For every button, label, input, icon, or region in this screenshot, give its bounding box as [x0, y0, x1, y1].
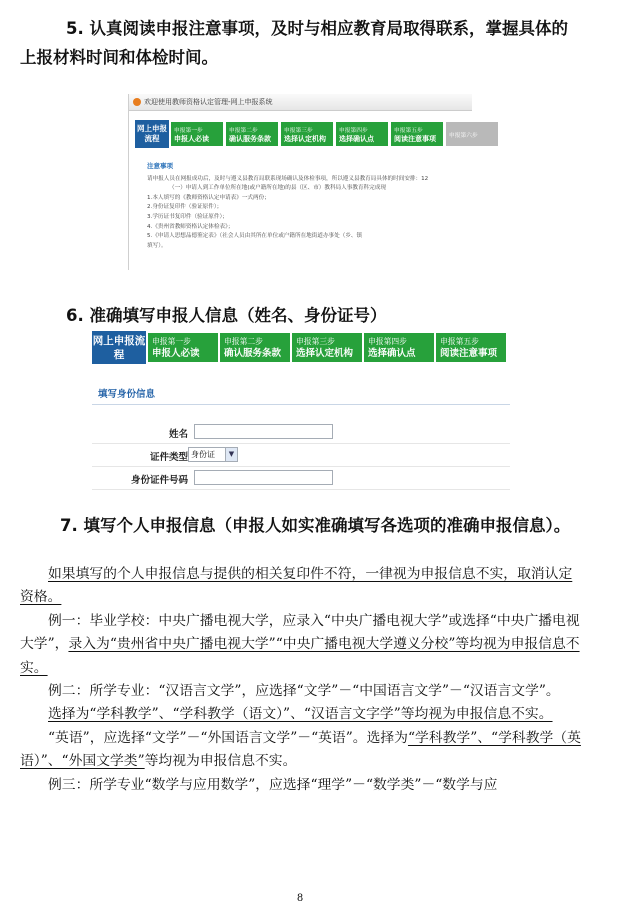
nav-title: 网上申报流程: [135, 120, 169, 148]
underlined-text: “学科教学”、“学科教学（英语）”、“外国文学类”: [20, 729, 581, 770]
step-label: 选择确认点: [339, 134, 374, 143]
section-5-heading: 5. 认真阅读申报注意事项，及时与相应教育局取得联系，掌握具体的上报材料时间和体检时间。: [20, 19, 568, 67]
text: 等均视为申报信息不实。: [144, 753, 297, 770]
step-4-tab[interactable]: [364, 333, 434, 362]
section-7-heading: 7. 填写个人申报信息（申报人如实准确填写各选项的准确申报信息）。: [60, 516, 571, 535]
paragraph: 选择为“学科教学”、“学科教学（语文）”、“汉语言文字学”等均视为申报信息不实。: [48, 706, 553, 723]
section-6-heading: 6. 准确填写申报人信息（姓名、身份证号）: [66, 306, 387, 325]
step-nav-2: [92, 331, 508, 364]
step-number: 申报第一步: [174, 127, 203, 134]
step-6-tab[interactable]: [446, 122, 498, 146]
step-label: 确认服务条款: [224, 347, 282, 359]
notice-line: 请申报人员在网报成功后，及时与遵义县教育局联系现场确认及体检事项，所以遵义县教育局具体的时间安排：12: [147, 175, 429, 182]
window-titlebar: [129, 94, 472, 111]
step-label: 申报人必读: [152, 347, 200, 359]
id-type-row: [92, 445, 510, 467]
notice-title: 注意事项: [147, 162, 173, 170]
step-5-tab[interactable]: [436, 333, 506, 362]
step-1-tab[interactable]: [148, 333, 218, 362]
step-number: 申报第一步: [152, 336, 191, 346]
app-icon: [133, 98, 141, 106]
section-7-body: [20, 563, 582, 797]
step-number: 申报第四步: [339, 127, 368, 134]
notice-panel: [147, 162, 467, 251]
notice-line: 填写）。: [147, 242, 167, 249]
step-5-tab[interactable]: [391, 122, 443, 146]
id-type-select[interactable]: [188, 447, 238, 462]
step-number: 申报第五步: [394, 127, 423, 134]
step-2-tab[interactable]: [220, 333, 290, 362]
underlined-text: 录入为“贵州省中央广播电视大学”“中央广播电视大学遵义分校”等均视为申报信息不实。: [20, 636, 580, 676]
nav-title: 网上申报流程: [92, 331, 146, 364]
step-number: 申报第二步: [224, 336, 263, 346]
notice-line: 4.《贵州省教师资格认定体检表》；: [147, 223, 234, 230]
paragraph: [20, 727, 582, 774]
step-2-tab[interactable]: [226, 122, 278, 146]
identity-form: [92, 380, 510, 490]
step-label: 确认服务条款: [229, 134, 271, 143]
step-label: 选择认定机构: [284, 134, 326, 143]
step-label: 阅读注意事项: [440, 347, 498, 359]
step-label: 选择认定机构: [296, 347, 354, 359]
id-type-label: 证件类型: [149, 452, 188, 463]
step-3-tab[interactable]: [281, 122, 333, 146]
notice-line: 1.本人填写的《教师资格认定申请表》一式两份；: [147, 194, 270, 201]
step-label: 阅读注意事项: [394, 134, 436, 143]
step-number: 申报第二步: [229, 127, 258, 134]
step-number: 申报第四步: [368, 336, 407, 346]
notice-line: （一）申请人到工作单位所在地(或户籍所在地)的县（区、市）教科局人事教育科完成现: [169, 185, 386, 192]
name-row: [92, 422, 510, 444]
step-label: 申报人必读: [174, 134, 209, 143]
id-number-row: [92, 468, 510, 490]
notice-line: 5.《申请人思想品德鉴定表》（社会人员由其所在单位或户籍所在地街道办事处（乡、镇: [147, 233, 363, 240]
step-label: 选择确认点: [368, 347, 416, 359]
step-3-tab[interactable]: [292, 333, 362, 362]
step-number: 申报第三步: [296, 336, 335, 346]
name-label: 姓名: [168, 429, 188, 440]
id-type-value: 身份证: [191, 450, 215, 459]
text: 例一：毕业学校：中央广播电视大学，应录入“中央广播电视大学”或选择“中央广播电视大学”，: [20, 612, 580, 653]
step-nav: [135, 120, 501, 148]
text: “英语”，应选择“文学”－“外国语言文学”－“英语”。选择为: [48, 729, 408, 746]
step-1-tab[interactable]: [171, 122, 223, 146]
paragraph: 例三：所学专业“数学与应用数学”，应选择“理学”－“数学类”－“数学与应: [48, 776, 498, 793]
page-number: 8: [296, 893, 304, 904]
step-number: 申报第六步: [449, 132, 478, 139]
id-number-label: 身份证件号码: [130, 475, 188, 486]
step-number: 申报第三步: [284, 127, 313, 134]
notice-line: 2.身份证复印件（验证原件）；: [147, 204, 223, 211]
step-4-tab[interactable]: [336, 122, 388, 146]
chevron-down-icon[interactable]: ▼: [225, 448, 237, 461]
step-number: 申报第五步: [440, 336, 479, 346]
paragraph: [20, 610, 582, 680]
id-number-input[interactable]: [194, 470, 333, 485]
form-divider: [92, 404, 510, 405]
paragraph: 例二：所学专业：“汉语言文学”，应选择“文学”－“中国语言文学”－“汉语言文学”。: [48, 683, 560, 700]
notice-line: 3.学历证书复印件（验证原件）；: [147, 213, 228, 220]
paragraph: 如果填写的个人申报信息与提供的相关复印件不符，一律视为申报信息不实，取消认定资格。: [20, 566, 573, 606]
screenshot-declaration-system: [128, 94, 478, 270]
form-title: 填写身份信息: [98, 389, 156, 400]
window-title: 欢迎使用教师资格认定管理-网上申报系统: [144, 98, 273, 106]
name-input[interactable]: [194, 424, 333, 439]
